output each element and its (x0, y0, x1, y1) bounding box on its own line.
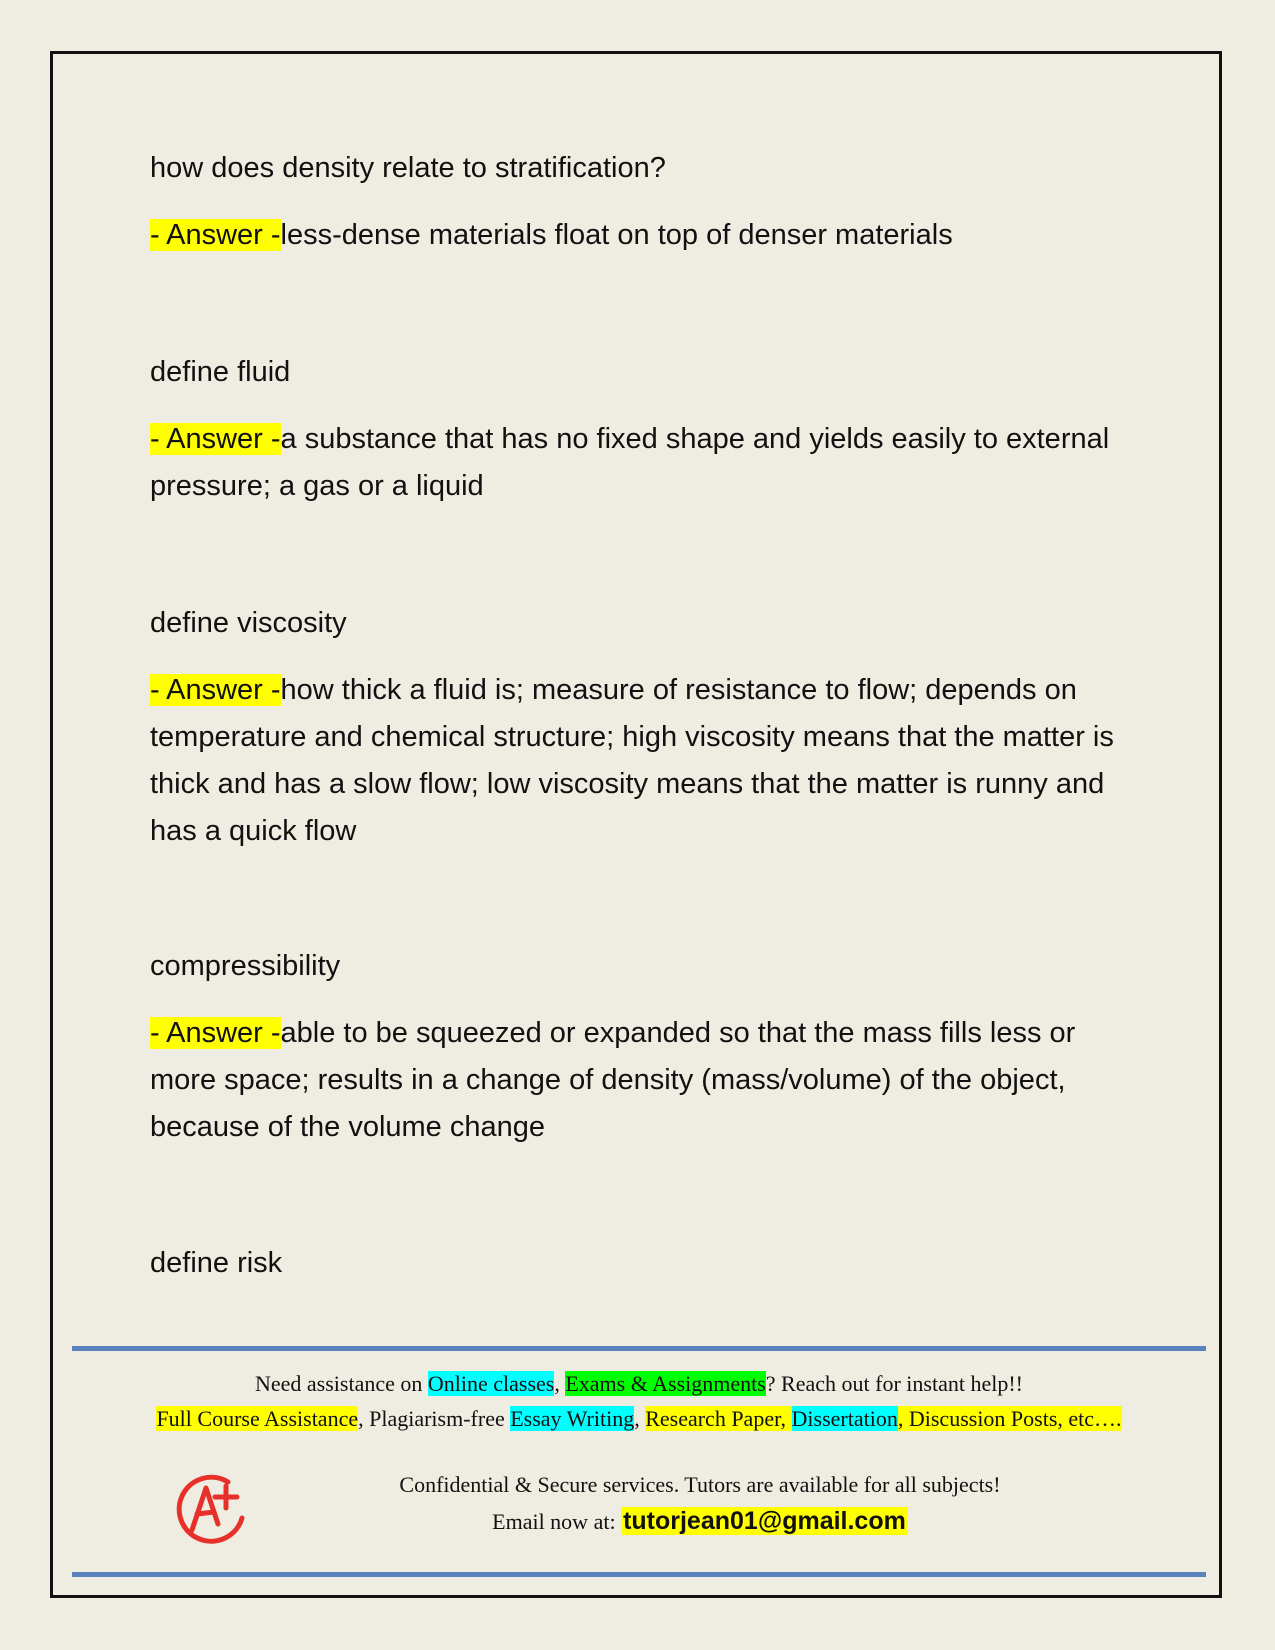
footer-line-1 (72, 1366, 1206, 1402)
research-paper-highlight: Research Paper, (645, 1406, 792, 1431)
answer-text (150, 1010, 1130, 1151)
answer-text (150, 212, 1130, 259)
footer-line-3: Confidential & Secure services. Tutors are available for all subjects! (399, 1472, 1001, 1497)
question-text: how does density relate to stratification? (150, 152, 666, 184)
answer-label: - Answer - (150, 674, 281, 706)
exams-assignments-highlight: Exams & Assignments (565, 1371, 766, 1396)
answer-text (150, 416, 1130, 510)
question-text: define viscosity (150, 607, 347, 639)
answer-text (150, 667, 1130, 855)
qa-item-4 (150, 943, 1130, 1151)
essay-writing-highlight: Essay Writing (510, 1406, 635, 1431)
footer-top-rule (72, 1346, 1206, 1351)
footer-line-2 (72, 1401, 1206, 1437)
footer-text: , Plagiarism-free (358, 1406, 511, 1431)
full-course-highlight: Full Course Assistance (156, 1406, 359, 1431)
email-prefix: Email now at: (492, 1509, 622, 1534)
a-plus-grade-icon (170, 1468, 252, 1550)
online-classes-highlight: Online classes (427, 1371, 555, 1396)
answer-body: how thick a fluid is; measure of resistance to flow; depends on temperature and chemical structure; high viscosity means that the matter is thick and has a slow flow; low viscosity means that the matter is runny and has a quick flow (150, 674, 1114, 847)
answer-label: - Answer - (150, 1017, 281, 1049)
answer-label: - Answer - (150, 219, 281, 251)
question-text: define risk (150, 1247, 283, 1279)
answer-body: less-dense materials float on top of denser materials (280, 219, 953, 251)
question-text: define fluid (150, 356, 291, 388)
question-text: compressibility (150, 950, 341, 982)
footer-text: ? Reach out for instant help!! (765, 1371, 1023, 1396)
discussion-posts-highlight: , Discussion Posts, etc…. (897, 1406, 1122, 1431)
email-link[interactable]: tutorjean01@gmail.com (623, 1507, 906, 1535)
footer-text: , (634, 1406, 646, 1431)
footer-bottom-rule (72, 1572, 1206, 1577)
answer-body: able to be squeezed or expanded so that the mass fills less or more space; results in a change of density (mass/volume) of the object, because of the volume change (150, 1017, 1076, 1143)
dissertation-highlight: Dissertation (791, 1406, 898, 1431)
footer-text: Need assistance on (254, 1371, 428, 1396)
qa-item-3 (150, 600, 1130, 855)
qa-item-2 (150, 349, 1130, 510)
qa-item-5 (150, 1240, 1130, 1307)
qa-item-1 (150, 145, 1130, 259)
answer-body: a substance that has no fixed shape and yields easily to external pressure; a gas or a liquid (150, 423, 1110, 502)
footer-text: , (554, 1371, 566, 1396)
footer-line-4 (290, 1503, 1110, 1540)
answer-label: - Answer - (150, 423, 281, 455)
